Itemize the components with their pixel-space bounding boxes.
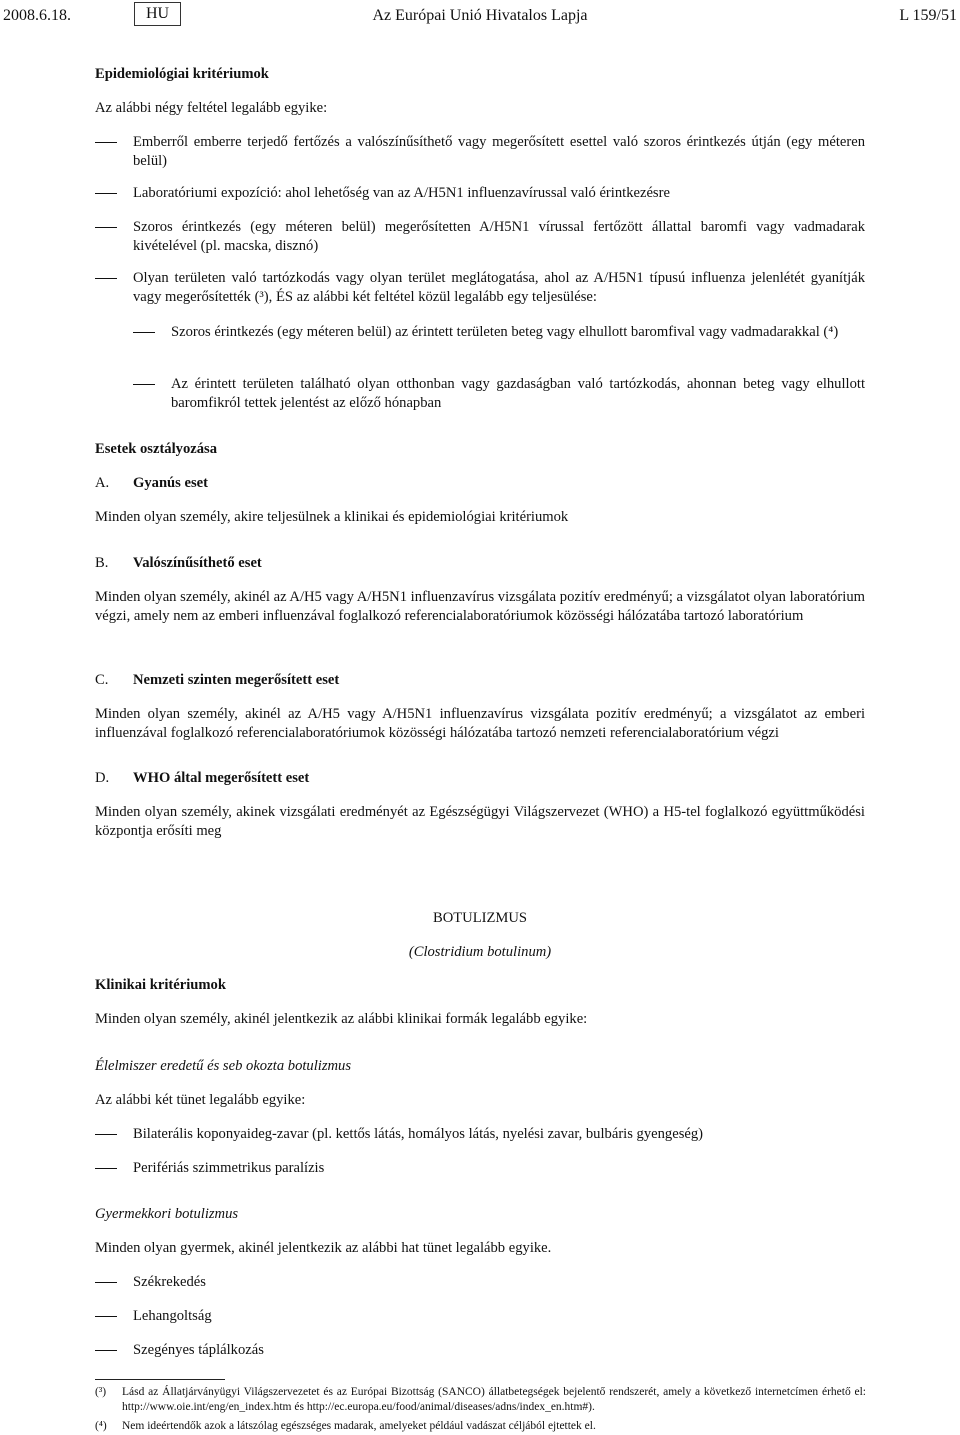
infant-heading: Gyermekkori botulizmus [95, 1206, 239, 1222]
footnote-number: (³) [95, 1386, 107, 1398]
epi-item: Emberről emberre terjedő fertőzés a valószínűsíthető vagy megerősített esettel való szoros érintkezés útján (egy méteren belül) [133, 134, 865, 169]
case-letter: D. [95, 770, 110, 786]
clinical-intro: Minden olyan személy, akinél jelentkezik az alábbi klinikai formák legalább egyike: [95, 1011, 588, 1027]
footnote-text: Nem ideértendők azok a látszólag egészséges madarak, amelyeket például vadászat céljából ejtettek el. [122, 1420, 596, 1432]
infant-intro: Minden olyan gyermek, akinél jelentkezik az alábbi hat tünet legalább egyike. [95, 1240, 552, 1256]
case-title: Valószínűsíthető eset [133, 555, 262, 571]
case-letter: C. [95, 672, 109, 688]
infant-item: Székrekedés [133, 1274, 206, 1290]
journal-title: Az Európai Unió Hivatalos Lapja [372, 7, 588, 24]
section-title: BOTULIZMUS [432, 910, 528, 926]
footnote-text: Lásd az Állatjárványügyi Világszervezetet és az Európai Bizottság (SANCO) állatbetegségek bejelentő rendszerét, amely a következő internetcímen érhető el: http://www.oie.int/eng/en_index.htm és http://ec.europa.eu/food/animal/diseases/adns/index_en.htm#). [122, 1386, 866, 1413]
epi-intro: Az alábbi négy feltétel legalább egyike: [95, 100, 328, 116]
case-letter: A. [95, 475, 110, 491]
dash [95, 1134, 117, 1135]
clinical-heading: Klinikai kritériumok [95, 977, 226, 993]
case-title: Gyanús eset [133, 475, 208, 491]
case-title: Nemzeti szinten megerősített eset [133, 672, 340, 688]
food-intro: Az alábbi két tünet legalább egyike: [95, 1092, 306, 1108]
dash [95, 278, 117, 279]
infant-item: Szegényes táplálkozás [133, 1342, 264, 1358]
epi-heading: Epidemiológiai kritériumok [95, 66, 269, 82]
footnote-number: (⁴) [95, 1420, 107, 1432]
dash [95, 1350, 117, 1351]
footnote-rule [95, 1379, 225, 1380]
dash [95, 193, 117, 194]
dash [133, 384, 155, 385]
dash [95, 1282, 117, 1283]
infant-item: Lehangoltság [133, 1308, 212, 1324]
dash [95, 142, 117, 143]
case-text: Minden olyan személy, akinek vizsgálati eredményét az Egészségügyi Világszervezet (WHO) a H5-tel foglalkozó együttműködési központja erősíti meg [95, 804, 865, 839]
food-item: Perifériás szimmetrikus paralízis [133, 1160, 325, 1176]
case-letter: B. [95, 555, 109, 571]
food-heading: Élelmiszer eredetű és seb okozta botulizmus [95, 1058, 352, 1074]
dash [95, 1168, 117, 1169]
epi-item: Szoros érintkezés (egy méteren belül) megerősítetten A/H5N1 vírussal fertőzött állattal baromfi vagy vadmadarak kivételével (pl. macska, disznó) [133, 219, 865, 254]
page-number: L 159/51 [899, 7, 957, 24]
dash [133, 332, 155, 333]
language-badge: HU [134, 2, 181, 26]
cases-heading: Esetek osztályozása [95, 441, 218, 457]
case-text: Minden olyan személy, akinél az A/H5 vagy A/H5N1 influenzavírus vizsgálata pozitív eredményű; a vizsgálatot olyan laboratórium végzi, amely nem az emberi influenzával foglalkozó referencialaboratóriumok közösségi hálózatába tartozó laboratórium [95, 589, 865, 624]
epi-item: Olyan területen való tartózkodás vagy olyan terület meglátogatása, ahol az A/H5N1 típusú influenza jelenlétét gyanítják vagy megerősítették (³), ÉS az alábbi két feltétel közül legalább egy teljesülése: [133, 270, 865, 305]
case-text: Minden olyan személy, akinél az A/H5 vagy A/H5N1 influenzavírus vizsgálata pozitív eredményű; a vizsgálatot az emberi influenzával foglalkozó referencialaboratóriumok közösségi hálózatába tartozó nemzeti referencialaboratórium végzi [95, 706, 865, 741]
food-item: Bilaterális koponyaideg-zavar (pl. kettős látás, homályos látás, nyelési zavar, bulbáris gyengeség) [133, 1126, 704, 1142]
epi-item: Laboratóriumi expozíció: ahol lehetőség van az A/H5N1 influenzavírussal való érintkezésre [133, 185, 670, 201]
section-subtitle: (Clostridium botulinum) [408, 944, 552, 960]
case-text: Minden olyan személy, akire teljesülnek a klinikai és epidemiológiai kritériumok [95, 509, 569, 525]
dash [95, 1316, 117, 1317]
publication-date: 2008.6.18. [3, 7, 71, 24]
epi-subitem: Az érintett területen található olyan otthonban vagy gazdaságban való tartózkodás, ahonnan beteg vagy elhullott baromfikról tettek jelentést az előző hónapban [171, 376, 865, 411]
case-title: WHO által megerősített eset [133, 770, 310, 786]
dash [95, 227, 117, 228]
epi-subitem: Szoros érintkezés (egy méteren belül) az érintett területen beteg vagy elhullott baromfival vagy vadmadarakkal (⁴) [171, 324, 839, 340]
